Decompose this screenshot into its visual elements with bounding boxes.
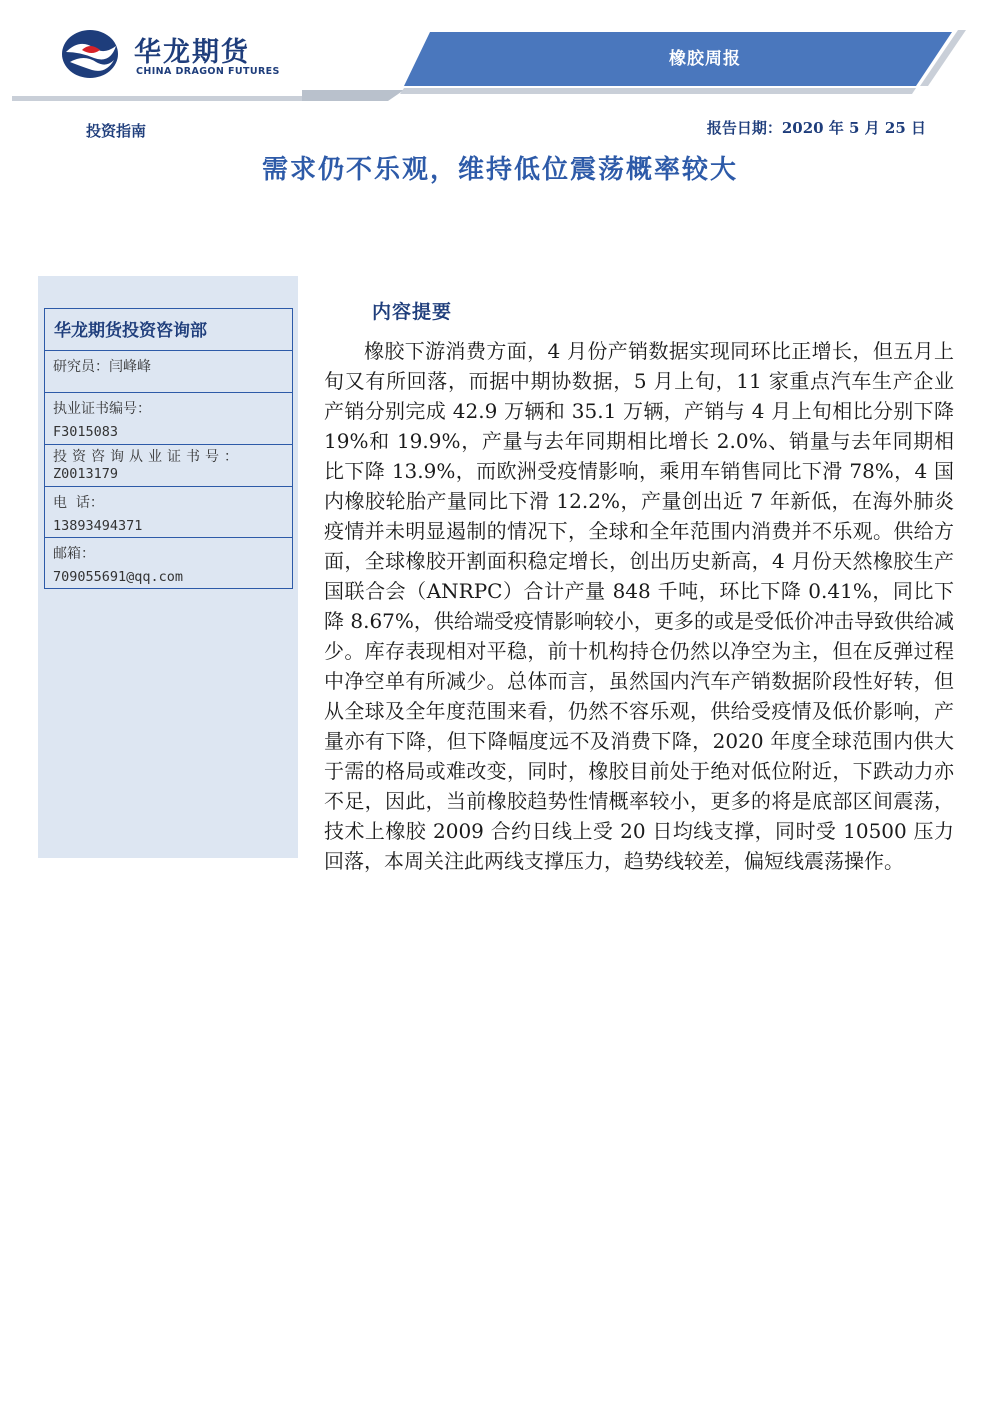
report-title: 需求仍不乐观，维持低位震荡概率较大 [261, 155, 738, 185]
phone-number: 13893494371 [53, 518, 143, 534]
china-dragon-futures-logo-icon [60, 28, 120, 80]
page-header [0, 0, 992, 110]
license-number: F3015083 [53, 424, 119, 440]
email-address: 709055691@qq.com [53, 569, 184, 585]
email-row [45, 538, 292, 588]
consult-license-row [45, 445, 292, 487]
header-ribbon-shadow [400, 88, 916, 94]
section-label: 投资指南 [86, 122, 147, 140]
phone-row [45, 487, 292, 538]
consult-license-number: Z0013179 [53, 466, 119, 482]
summary-heading: 内容提要 [372, 301, 453, 323]
analyst-info-box [44, 308, 293, 589]
report-date: 报告日期：2020 年 5 月 25 日 [706, 119, 926, 137]
report-type: 橡胶周报 [669, 49, 741, 69]
researcher-name: 研究员：闫峰峰 [53, 359, 151, 375]
license-label: 执业证书编号： [53, 401, 151, 417]
sidebar [38, 276, 298, 858]
consult-license-label: 投资咨询从业证书号： [53, 449, 243, 465]
brand-name-cn: 华龙期货 [134, 37, 250, 68]
brand-name-en: CHINA DRAGON FUTURES [136, 66, 280, 77]
department-name: 华龙期货投资咨询部 [45, 309, 292, 351]
license-row [45, 393, 292, 445]
header-left-bar-slant [302, 90, 404, 101]
phone-label: 电 话： [53, 495, 104, 511]
summary-body: 橡胶下游消费方面，4 月份产销数据实现同环比正增长，但五月上旬又有所回落，而据中期协数据，5 月上旬，11 家重点汽车生产企业产销分别完成 42.9 万辆和 35.1 万辆，产销与 4 月上旬相比分别下降 19%和 19.9%，产量与去年同期相比增长 2.0%、销量与去年同期相比下降 13.9%，而欧洲受疫情影响，乘用车销售同比下滑 78%，4 国内橡胶轮胎产量同比下滑 12.2%，产量创出近 7 年新低，在海外肺炎疫情并未明显遏制的情况下，全球和全年范围内消费并不乐观。供给方面，全球橡胶开割面积稳定增长，创出历史新高，4 月份天然橡胶生产国联合会（ANRPC）合计产量 848 千吨，环比下降 0.41%，同比下降 8.67%，供给端受疫情影响较小，更多的或是受低价冲击导致供给减少。库存表现相对平稳，前十机构持仓仍然以净空为主，但在反弹过程中净空单有所减少。总体而言，虽然国内汽车产销数据阶段性好转，但从全球及全年度范围来看，仍然不容乐观，供给受疫情及低价影响，产量亦有下降，但下降幅度远不及消费下降，2020 年度全球范围内供大于需的格局或难改变，同时，橡胶目前处于绝对低位附近，下跌动力亦不足，因此，当前橡胶趋势性情概率较小，更多的将是底部区间震荡，技术上橡胶 2009 合约日线上受 20 日均线支撑，同时受 10500 压力回落，本周关注此两线支撑压力，趋势线较差，偏短线震荡操作。 [324, 339, 954, 873]
email-label: 邮箱： [53, 546, 95, 562]
header-left-bar [12, 96, 302, 101]
researcher-row [45, 351, 292, 393]
